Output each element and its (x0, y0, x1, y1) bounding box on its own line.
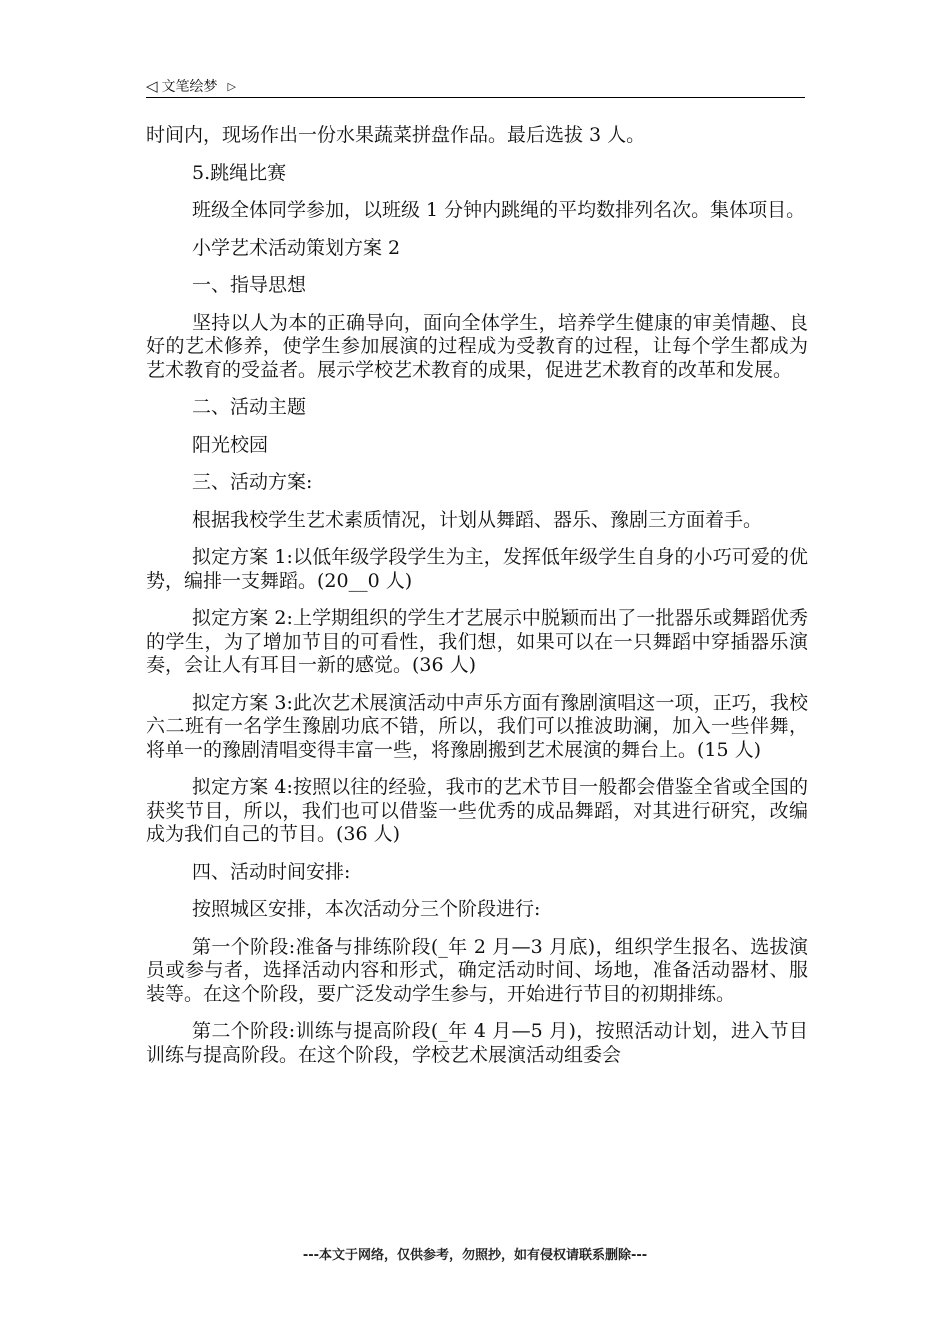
triangle-left-icon: ◁ (146, 77, 158, 95)
triangle-right-icon: ▷ (227, 79, 237, 93)
paragraph: 第二个阶段:训练与提高阶段(_年 4 月—5 月)，按照活动计划，进入节目训练与提高阶段。在这个阶段，学校艺术展演活动组委会 (146, 1020, 808, 1066)
page-header (146, 74, 805, 98)
paragraph: 根据我校学生艺术素质情况，计划从舞蹈、器乐、豫剧三方面着手。 (192, 508, 763, 531)
paragraph: 时间内，现场作出一份水果蔬菜拼盘作品。最后选拔 3 人。 (146, 124, 646, 146)
header-rule (146, 97, 805, 98)
section-heading: 四、活动时间安排: (192, 860, 351, 883)
header-title: 文笔绘梦 (161, 79, 218, 95)
paragraph: 坚持以人为本的正确导向，面向全体学生，培养学生健康的审美情趣、良好的艺术修养，使学生参加展演的过程成为受教育的过程，让每个学生都成为艺术教育的受益者。展示学校艺术教育的成果，促进艺术教育的改革和发展。 (146, 311, 808, 381)
section-heading: 三、活动方案: (192, 471, 313, 493)
page-footer: ---本文于网络，仅供参考，勿照抄，如有侵权请联系删除--- (302, 1248, 648, 1263)
paragraph: 拟定方案 4:按照以往的经验，我市的艺术节目一般都会借鉴全省或全国的获奖节目，所以，我们也可以借鉴一些优秀的成品舞蹈，对其进行研究，改编成为我们自己的节目。(36 人) (146, 776, 808, 845)
document-title: 小学艺术活动策划方案 2 (192, 236, 401, 259)
document-body (146, 124, 808, 1081)
paragraph: 阳光校园 (192, 433, 269, 456)
paragraph: 班级全体同学参加，以班级 1 分钟内跳绳的平均数排列名次。集体项目。 (192, 199, 806, 221)
section-heading: 二、活动主题 (192, 396, 307, 418)
paragraph: 拟定方案 2:上学期组织的学生才艺展示中脱颖而出了一批器乐或舞蹈优秀的学生，为了增加节目的可看性，我们想，如果可以在一只舞蹈中穿插器乐演奏，会让人有耳目一新的感觉。(36 人) (146, 607, 808, 676)
paragraph: 第一个阶段:准备与排练阶段(_年 2 月—3 月底)，组织学生报名、选拔演员或参与者，选择活动内容和形式，确定活动时间、场地，准备活动器材、服装等。在这个阶段，要广泛发动学生参与，开始进行节目的初期排练。 (146, 935, 808, 1005)
paragraph: 拟定方案 1:以低年级学段学生为主，发挥低年级学生自身的小巧可爱的优势，编排一支舞蹈。(20__0 人) (146, 546, 808, 592)
section-heading: 一、指导思想 (192, 274, 307, 296)
section-heading: 5.跳绳比赛 (192, 161, 287, 184)
paragraph: 拟定方案 3:此次艺术展演活动中声乐方面有豫剧演唱这一项，正巧，我校六二班有一名学生豫剧功底不错，所以，我们可以推波助澜，加入一些伴舞，将单一的豫剧清唱变得丰富一些，将豫剧搬到艺术展演的舞台上。(15 人) (146, 691, 808, 761)
paragraph: 按照城区安排，本次活动分三个阶段进行: (192, 898, 541, 920)
